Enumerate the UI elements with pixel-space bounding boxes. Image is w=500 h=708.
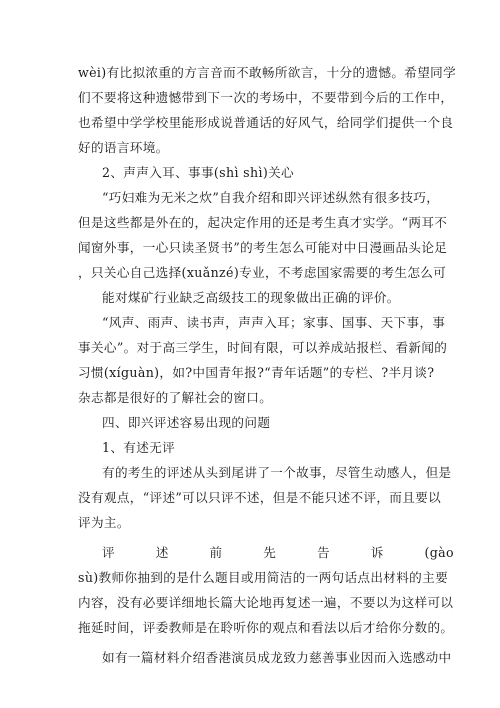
- paragraph-line: 内容，没有必要详细地长篇大论地再复述一遍，不要以为这样可以: [78, 595, 454, 610]
- section-heading: 2、声声入耳、事事(shì shì)关心: [102, 165, 294, 180]
- paragraph-line: 事关心”。对于高三学生，时间有限，可以养成站报栏、看新闻的: [78, 340, 448, 355]
- justified-char: 前: [209, 545, 223, 560]
- paragraph-line: 也希望中学学校里能形成说普通话的好风气，给同学们提供一个良: [78, 115, 454, 130]
- justified-char: 评: [102, 545, 115, 560]
- paragraph-line: ，只关心自己选择(xuǎnzé)专业，不考虑国家需要的考生怎么可: [78, 265, 447, 280]
- paragraph-line: wèi)有比拟浓重的方言音而不敢畅所欲言，十分的遗憾。希望同学: [78, 65, 457, 80]
- paragraph-line: 闻窗外事，一心只读圣贤书”的考生怎么可能对中日漫画品头论足: [78, 240, 448, 255]
- paragraph-line: “巧妇难为无米之炊”自我介绍和即兴评述纵然有很多技巧，: [102, 190, 440, 205]
- paragraph-line: 没有观点，“评述”可以只评不述，但是不能只述不评，而且要以: [78, 490, 442, 505]
- section-heading: 四、即兴评述容易出现的问题: [102, 415, 271, 430]
- paragraph-line: 习惯(xíguàn)，如?中国青年报?“青年话题”的专栏、?半月谈?: [78, 365, 435, 380]
- paragraph-line: 但是这些都是外在的，起决定作用的还是考生真才实学。“两耳不: [78, 215, 448, 230]
- paragraph-line: 有的考生的评述从头到尾讲了一个故事，尽管生动感人，但是: [102, 465, 452, 480]
- justified-char: 述: [155, 545, 169, 560]
- justified-char: 先: [263, 545, 277, 560]
- paragraph-line: 能对煤矿行业缺乏高级技工的现象做出正确的评价。: [102, 290, 400, 305]
- justified-char: (gào: [424, 545, 454, 560]
- justified-char: 诉: [370, 545, 384, 560]
- justified-char: 告: [317, 545, 330, 560]
- paragraph-line: 杂志都是很好的了解社会的窗口。: [78, 390, 273, 405]
- paragraph-line: 评为主。: [78, 515, 130, 530]
- paragraph-line: sù)教师你抽到的是什么题目或用简洁的一两句话点出材料的主要: [78, 570, 449, 585]
- subsection-heading: 1、有述无评: [102, 440, 176, 455]
- justified-line: [102, 545, 454, 561]
- paragraph-line: 拖延时间，评委教师是在聆听你的观点和看法以后才给你分数的。: [78, 620, 454, 635]
- paragraph-line: 们不要将这种遗憾带到下一次的考场中，不要带到今后的工作中，: [78, 90, 454, 105]
- paragraph-line: “风声、雨声、读书声，声声入耳；家事、国事、天下事，事: [102, 315, 446, 330]
- paragraph-line: 好的语言环境。: [78, 140, 169, 155]
- paragraph-line: 如有一篇材料介绍香港演员成龙致力慈善事业因而入选感动中: [102, 650, 452, 665]
